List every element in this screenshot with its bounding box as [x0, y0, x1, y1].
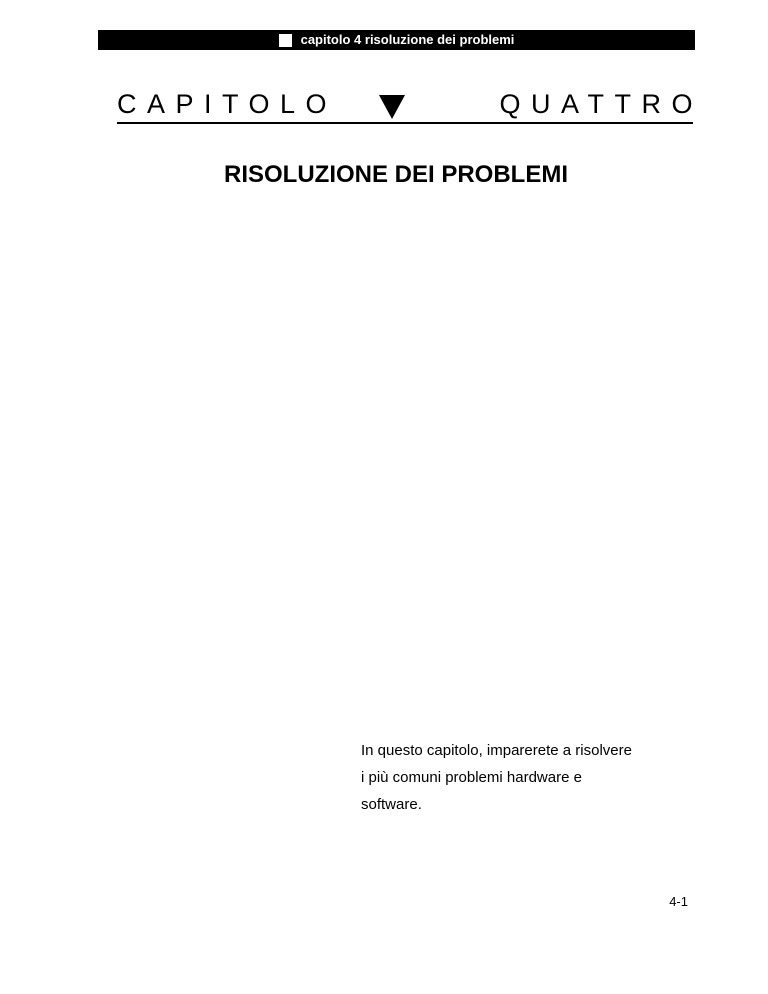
- running-header-title: capitolo 4 risoluzione dei problemi: [300, 32, 515, 47]
- down-triangle-icon: [379, 95, 405, 119]
- page-number: 4-1: [669, 894, 688, 909]
- intro-line: software.: [361, 796, 422, 813]
- intro-line: i più comuni problemi hardware e: [361, 769, 582, 786]
- chapter-heading: [117, 88, 703, 124]
- running-header: [98, 30, 695, 50]
- intro-line: In questo capitolo, imparerete a risolvere: [361, 742, 632, 759]
- chapter-word-left: CAPITOLO: [117, 89, 338, 119]
- square-bullet-icon: [279, 34, 292, 47]
- chapter-intro: [361, 737, 701, 818]
- page-title: RISOLUZIONE DEI PROBLEMI: [223, 161, 568, 188]
- chapter-word-right: QUATTRO: [499, 89, 703, 119]
